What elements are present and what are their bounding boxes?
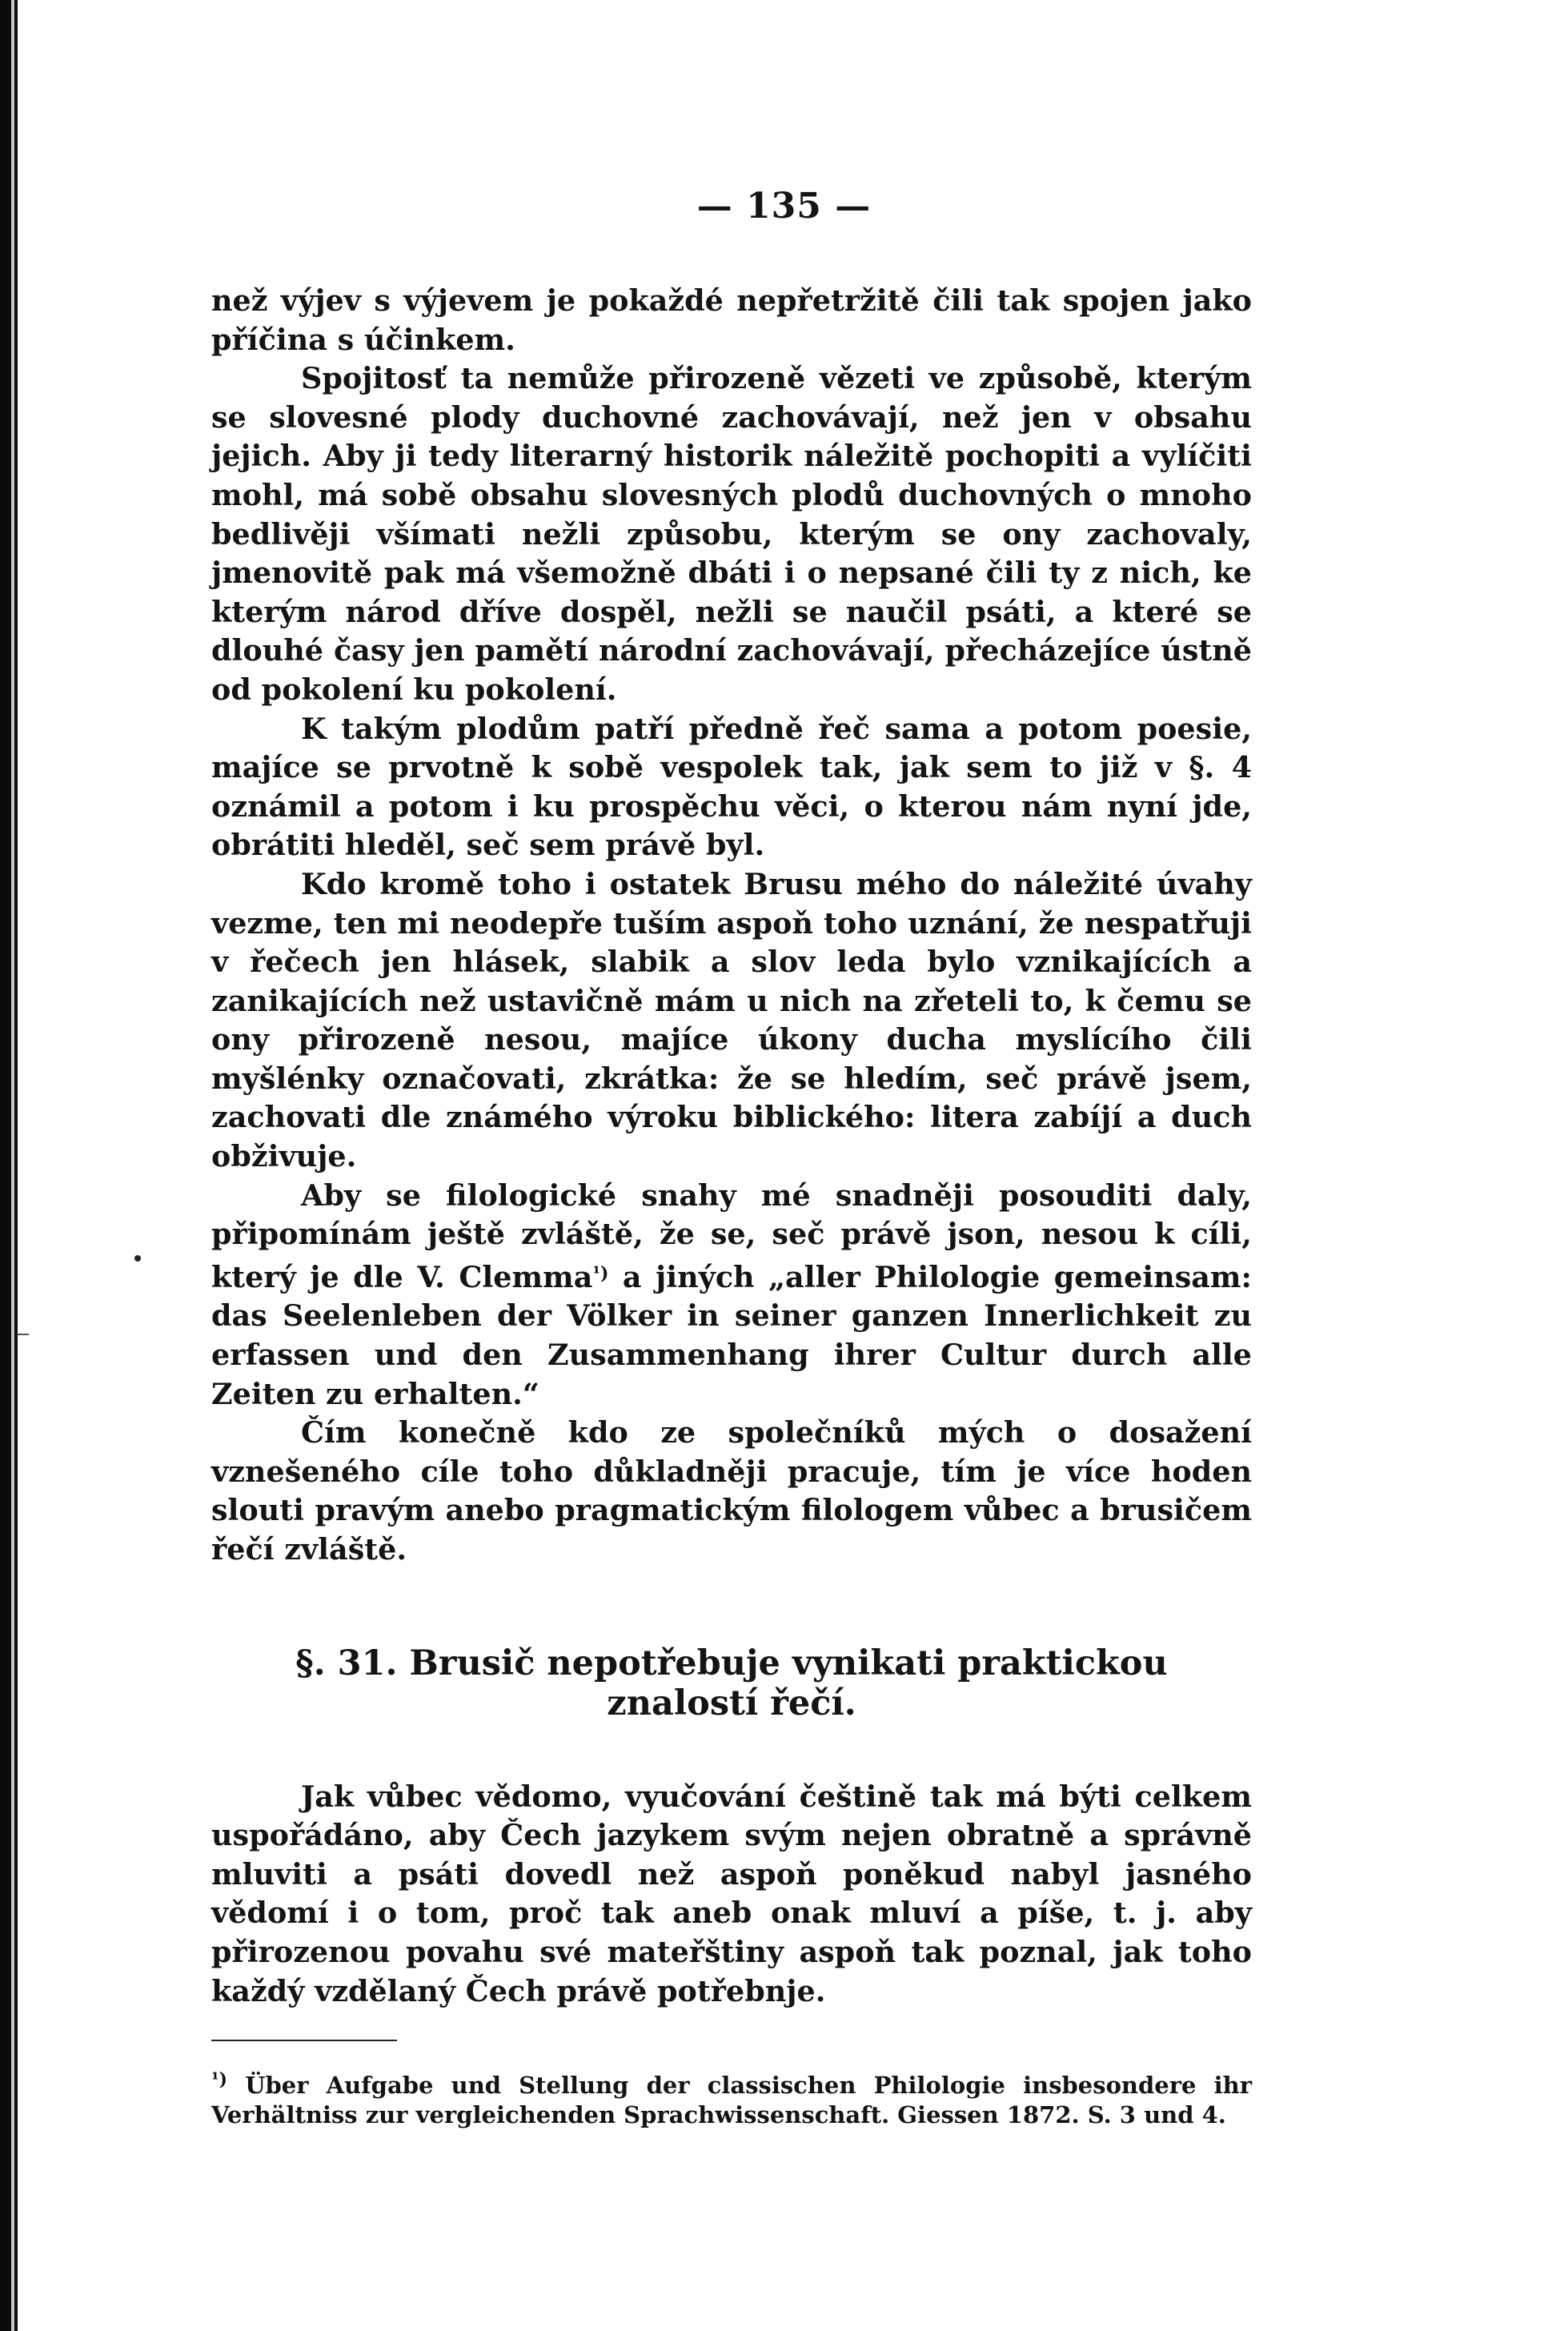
footnote [211, 2065, 1252, 2130]
paragraph-3: K takým plodům patří předně řeč sama a potom poesie, majíce se prvotně k sobě vespolek tak, jak sem to již v §. 4 oznámil a potom i ku prospěchu věci, o kterou nám nyní jde, obrátiti hleděl, seč sem právě byl. [211, 711, 1252, 863]
paragraph-5-quote: a jiných „aller Philologie gemeinsam: das Seelenleben der Völker in seiner ganzen Innerlichkeit zu erfassen und den Zusammenhang ihrer Cultur durch alle Zeiten zu erhalten.“ [211, 1259, 1252, 1411]
scan-edge [11, 0, 14, 2331]
paragraph-6: Čím konečně kdo ze společníků mých o dosažení vznešeného cíle toho důkladněji pracuje, tím je více hoden slouti pravým anebo pragmatickým filologem vůbec a brusičem řečí zvláště. [211, 1415, 1252, 1567]
main-text [211, 282, 1252, 2130]
paragraph-5-text: Aby se filologické snahy mé snadněji posouditi daly, připomínám ještě zvláště, že se, seč právě json, nesou k cíli, který je dle V. Clemma [211, 1178, 1252, 1294]
paragraph-1: než výjev s výjevem je pokaždé nepřetržitě čili tak spojen jako příčina s účinkem. [211, 283, 1252, 357]
section-heading: §. 31. Brusič nepotřebuje vynikati praktickou znalostí řečí. [295, 1643, 1168, 1723]
footnote-divider [211, 2040, 397, 2041]
footnote-text: Über Aufgabe und Stellung der classischen Philologie insbesondere ihr Verhältniss zur vergleichenden Sprachwissenschaft. Giessen 1872. S. 3 und 4. [211, 2072, 1252, 2129]
paragraph-4: Kdo kromě toho i ostatek Brusu mého do náležité úvahy vezme, ten mi neodepře tuším aspoň toho uznání, že nespatřuji v řečech jen hlásek, slabik a slov leda bylo vznikajících a zanikajících než ustavičně mám u nich na zřeteli to, k čemu se ony přirozeně nesou, majíce úkony ducha myslícího čili myšlénky označovati, zkrátka: že se hledím, seč právě jsem, zachovati dle známého výroku biblického: litera zabíjí a duch obživuje. [211, 866, 1252, 1174]
section-paragraph: Jak vůbec vědomo, vyučování češtině tak má býti celkem uspořádáno, aby Čech jazykem svým nejen obratně a správně mluviti a psáti dovedl než aspoň poněkud nabyl jasného vědomí i o tom, proč tak aneb onak mluví a píše, t. j. aby přirozenou povahu své mateřštiny aspoň tak poznal, jak toho každý vzdělaný Čech právě potřebnje. [211, 1779, 1252, 2008]
margin-tick [18, 1334, 29, 1335]
paragraph-2: Spojitosť ta nemůže přirozeně vězeti ve způsobě, kterým se slovesné plody duchovné zachovávají, než jen v obsahu jejich. Aby ji tedy literarný historik náležitě pochopiti a vylíčiti mohl, má sobě obsahu slovesných plodů duchovných o mnoho bedlivěji všímati nežli způsobu, kterým se ony zachovaly, jmenovitě pak má všemožně dbáti i o nepsané čili ty z nich, ke kterým národ dříve dospěl, nežli se naučil psáti, a které se dlouhé časy jen pamětí národní zachovávají, přecházejíce ústně od pokolení ku pokolení. [211, 361, 1252, 707]
page-number: — 135 — [696, 186, 872, 227]
footnote-mark: ¹) [211, 2069, 228, 2091]
footnote-ref[interactable]: ¹) [592, 1262, 609, 1284]
margin-mark [134, 1255, 141, 1262]
paragraph-5 [211, 1177, 1252, 1414]
